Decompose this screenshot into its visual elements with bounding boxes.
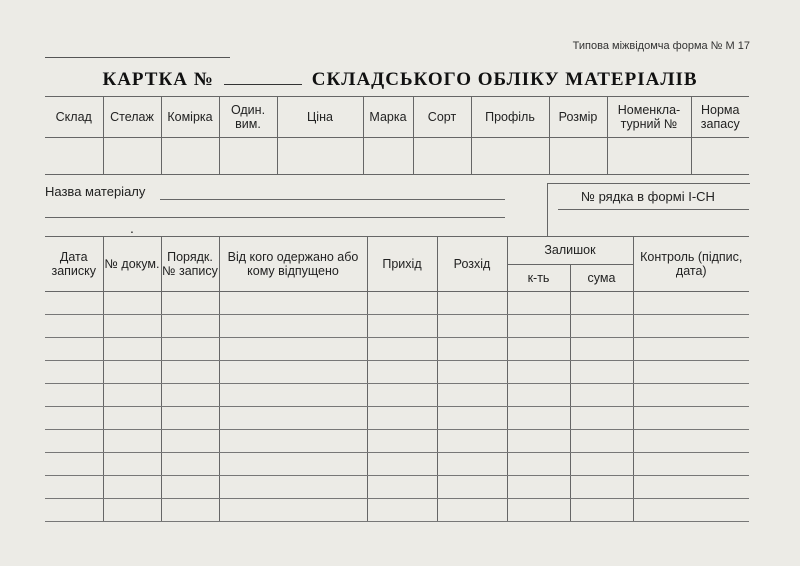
entry-cell[interactable] <box>367 453 437 476</box>
entry-cell[interactable] <box>219 499 367 522</box>
storage-cell[interactable] <box>471 138 549 175</box>
entry-cell[interactable] <box>367 315 437 338</box>
table-row <box>45 338 749 361</box>
entry-cell[interactable] <box>219 338 367 361</box>
entry-cell[interactable] <box>570 430 633 453</box>
entry-cell[interactable] <box>570 338 633 361</box>
header-cell: Ціна <box>277 97 363 138</box>
entry-cell[interactable] <box>633 407 749 430</box>
entry-cell[interactable] <box>219 361 367 384</box>
header-from-to: Від кого одержано або кому відпущено <box>219 237 367 292</box>
header-cell: Сорт <box>413 97 471 138</box>
entry-cell[interactable] <box>570 384 633 407</box>
entry-cell[interactable] <box>219 407 367 430</box>
entry-cell[interactable] <box>45 338 103 361</box>
storage-cell[interactable] <box>413 138 471 175</box>
entry-cell[interactable] <box>437 499 507 522</box>
table-row <box>45 361 749 384</box>
entry-cell[interactable] <box>367 499 437 522</box>
entry-cell[interactable] <box>219 292 367 315</box>
entry-cell[interactable] <box>633 476 749 499</box>
entry-cell[interactable] <box>219 476 367 499</box>
entry-cell[interactable] <box>103 292 161 315</box>
row-number-label: № рядка в формі І-СН <box>581 189 715 204</box>
table-row <box>45 453 749 476</box>
entry-cell[interactable] <box>45 361 103 384</box>
table-row <box>45 499 749 522</box>
entry-cell[interactable] <box>633 499 749 522</box>
entry-cell[interactable] <box>633 361 749 384</box>
header-expense: Розхід <box>437 237 507 292</box>
storage-cell[interactable] <box>277 138 363 175</box>
page-title <box>0 68 800 91</box>
entry-cell[interactable] <box>507 476 570 499</box>
entry-cell[interactable] <box>103 476 161 499</box>
entry-cell[interactable] <box>103 384 161 407</box>
storage-cell[interactable] <box>45 138 103 175</box>
entry-cell[interactable] <box>161 499 219 522</box>
storage-cell[interactable] <box>219 138 277 175</box>
entry-cell[interactable] <box>570 499 633 522</box>
entry-cell[interactable] <box>570 407 633 430</box>
title-prefix: КАРТКА № <box>102 69 214 90</box>
entry-cell[interactable] <box>367 476 437 499</box>
entry-cell[interactable] <box>570 453 633 476</box>
header-cell: Розмір <box>549 97 607 138</box>
entry-cell[interactable] <box>103 338 161 361</box>
table-row <box>45 476 749 499</box>
header-cell: Комірка <box>161 97 219 138</box>
entry-cell[interactable] <box>570 361 633 384</box>
entry-cell[interactable] <box>219 384 367 407</box>
entry-cell[interactable] <box>367 430 437 453</box>
entry-cell[interactable] <box>633 430 749 453</box>
entry-cell[interactable] <box>633 453 749 476</box>
entry-cell[interactable] <box>367 361 437 384</box>
entry-cell[interactable] <box>45 407 103 430</box>
entry-cell[interactable] <box>103 315 161 338</box>
entry-cell[interactable] <box>45 315 103 338</box>
entry-cell[interactable] <box>45 384 103 407</box>
storage-cell[interactable] <box>607 138 691 175</box>
header-doc-no: № докум. <box>103 237 161 292</box>
entry-cell[interactable] <box>633 384 749 407</box>
entry-cell[interactable] <box>45 499 103 522</box>
header-order-no: Порядк. № запису <box>161 237 219 292</box>
entry-cell[interactable] <box>437 407 507 430</box>
entry-cell[interactable] <box>437 476 507 499</box>
table-row <box>45 292 749 315</box>
form-number: Типова міжвідомча форма № М 17 <box>572 40 750 52</box>
entry-cell[interactable] <box>45 453 103 476</box>
entry-cell[interactable] <box>437 430 507 453</box>
entry-cell[interactable] <box>103 430 161 453</box>
entry-cell[interactable] <box>437 384 507 407</box>
entry-cell[interactable] <box>103 361 161 384</box>
entry-cell[interactable] <box>507 361 570 384</box>
entry-cell[interactable] <box>219 315 367 338</box>
entry-cell[interactable] <box>367 292 437 315</box>
storage-header-row <box>45 97 749 138</box>
entry-cell[interactable] <box>45 476 103 499</box>
table-row <box>45 384 749 407</box>
entry-cell[interactable] <box>367 384 437 407</box>
entry-cell[interactable] <box>437 292 507 315</box>
entry-cell[interactable] <box>161 338 219 361</box>
entry-cell[interactable] <box>161 453 219 476</box>
header-cell: Норма запасу <box>691 97 749 138</box>
entry-cell[interactable] <box>570 476 633 499</box>
entry-cell[interactable] <box>437 453 507 476</box>
table-row <box>45 407 749 430</box>
header-balance-qty: к-ть <box>507 264 570 292</box>
entry-cell[interactable] <box>161 476 219 499</box>
movement-header-row <box>45 237 749 265</box>
entry-cell[interactable] <box>507 430 570 453</box>
top-signature-line <box>45 57 230 58</box>
entry-cell[interactable] <box>103 453 161 476</box>
header-income: Прихід <box>367 237 437 292</box>
table-row <box>45 430 749 453</box>
entry-cell[interactable] <box>161 292 219 315</box>
material-name-field[interactable] <box>160 199 505 200</box>
storage-cell[interactable] <box>161 138 219 175</box>
entry-cell[interactable] <box>367 407 437 430</box>
entry-cell[interactable] <box>507 453 570 476</box>
row-number-field[interactable] <box>558 209 749 210</box>
entry-cell[interactable] <box>437 315 507 338</box>
entry-cell[interactable] <box>219 430 367 453</box>
entry-cell[interactable] <box>45 292 103 315</box>
header-date: Дата записку <box>45 237 103 292</box>
entry-cell[interactable] <box>45 430 103 453</box>
entry-cell[interactable] <box>507 407 570 430</box>
entry-cell[interactable] <box>103 499 161 522</box>
entry-cell[interactable] <box>367 338 437 361</box>
storage-value-row <box>45 138 749 175</box>
header-control: Контроль (підпис, дата) <box>633 237 749 292</box>
entry-cell[interactable] <box>437 338 507 361</box>
entry-cell[interactable] <box>103 407 161 430</box>
entry-cell[interactable] <box>161 430 219 453</box>
material-name-label: Назва матеріалу <box>45 184 146 199</box>
header-balance: Залишок <box>507 237 633 265</box>
entry-cell[interactable] <box>161 384 219 407</box>
entry-cell[interactable] <box>219 453 367 476</box>
entry-cell[interactable] <box>507 292 570 315</box>
dot-mark: . <box>130 220 134 236</box>
storage-cell[interactable] <box>363 138 413 175</box>
header-cell: Один. вим. <box>219 97 277 138</box>
title-suffix: СКЛАДСЬКОГО ОБЛІКУ МАТЕРІАЛІВ <box>311 69 698 90</box>
storage-cell[interactable] <box>691 138 749 175</box>
entry-cell[interactable] <box>570 292 633 315</box>
header-cell: Номенкла- турний № <box>607 97 691 138</box>
entry-cell[interactable] <box>570 315 633 338</box>
table-row <box>45 315 749 338</box>
entry-cell[interactable] <box>507 384 570 407</box>
header-cell: Стелаж <box>103 97 161 138</box>
storage-cell[interactable] <box>549 138 607 175</box>
entry-cell[interactable] <box>507 338 570 361</box>
header-cell: Профіль <box>471 97 549 138</box>
entry-cell[interactable] <box>633 315 749 338</box>
header-balance-sum: сума <box>570 264 633 292</box>
entry-cell[interactable] <box>633 292 749 315</box>
entry-cell[interactable] <box>437 361 507 384</box>
movement-table <box>45 236 749 522</box>
card-number-field[interactable] <box>224 68 302 85</box>
storage-cell[interactable] <box>103 138 161 175</box>
header-cell: Марка <box>363 97 413 138</box>
entry-cell[interactable] <box>633 338 749 361</box>
entry-cell[interactable] <box>161 407 219 430</box>
header-cell: Склад <box>45 97 103 138</box>
storage-info-table <box>45 96 749 175</box>
entry-cell[interactable] <box>161 315 219 338</box>
material-name-field-2[interactable] <box>45 217 505 218</box>
entry-cell[interactable] <box>507 315 570 338</box>
entry-cell[interactable] <box>507 499 570 522</box>
entry-cell[interactable] <box>161 361 219 384</box>
